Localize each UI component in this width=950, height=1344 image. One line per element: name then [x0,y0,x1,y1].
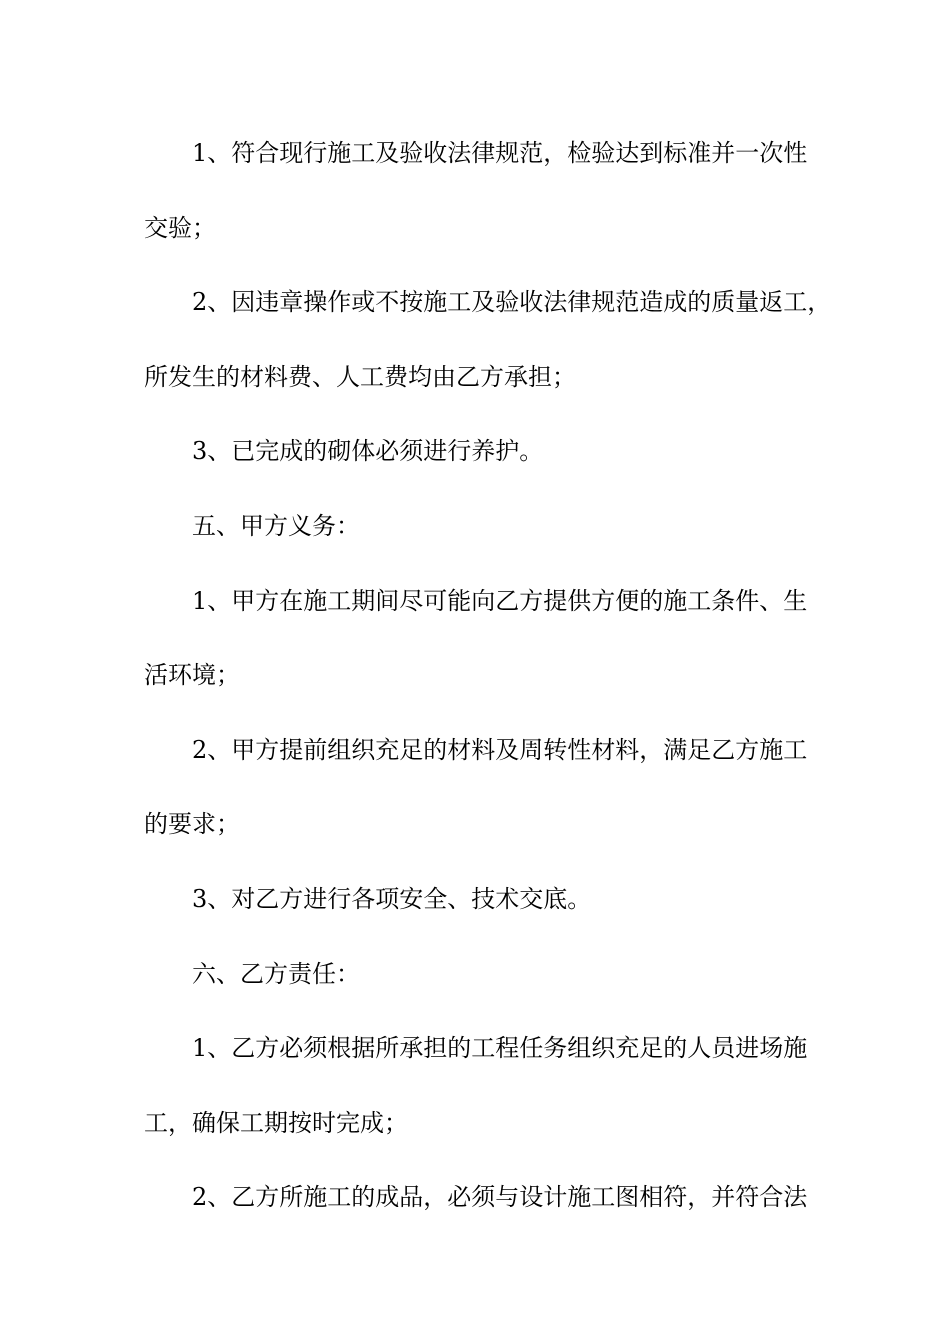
section-heading: 六、乙方责任： [192,959,360,988]
clause-line: 的要求； [144,810,240,839]
clause-line: 活环境； [144,661,240,690]
section-heading: 五、甲方义务： [192,511,360,540]
clause-line: 1、符合现行施工及验收法律规范，检验达到标准并一次性 [192,139,808,167]
clause-line: 交验； [144,213,216,242]
clause-line: 3、已完成的砌体必须进行养护。 [192,437,544,466]
document-body [144,131,832,1250]
clause-line: 工，确保工期按时完成； [144,1108,408,1137]
clause-line: 所发生的材料费、人工费均由乙方承担； [144,362,576,391]
clause-line: 2、乙方所施工的成品，必须与设计施工图相符，并符合法 [192,1183,808,1212]
clause-line: 1、甲方在施工期间尽可能向乙方提供方便的施工条件、生 [192,586,808,615]
clause-line: 2、甲方提前组织充足的材料及周转性材料，满足乙方施工 [192,735,808,764]
clause-line: 3、对乙方进行各项安全、技术交底。 [192,884,592,913]
clause-line: 1、乙方必须根据所承担的工程任务组织充足的人员进场施 [192,1034,808,1063]
clause-line: 2、因违章操作或不按施工及验收法律规范造成的质量返工， [192,288,832,317]
